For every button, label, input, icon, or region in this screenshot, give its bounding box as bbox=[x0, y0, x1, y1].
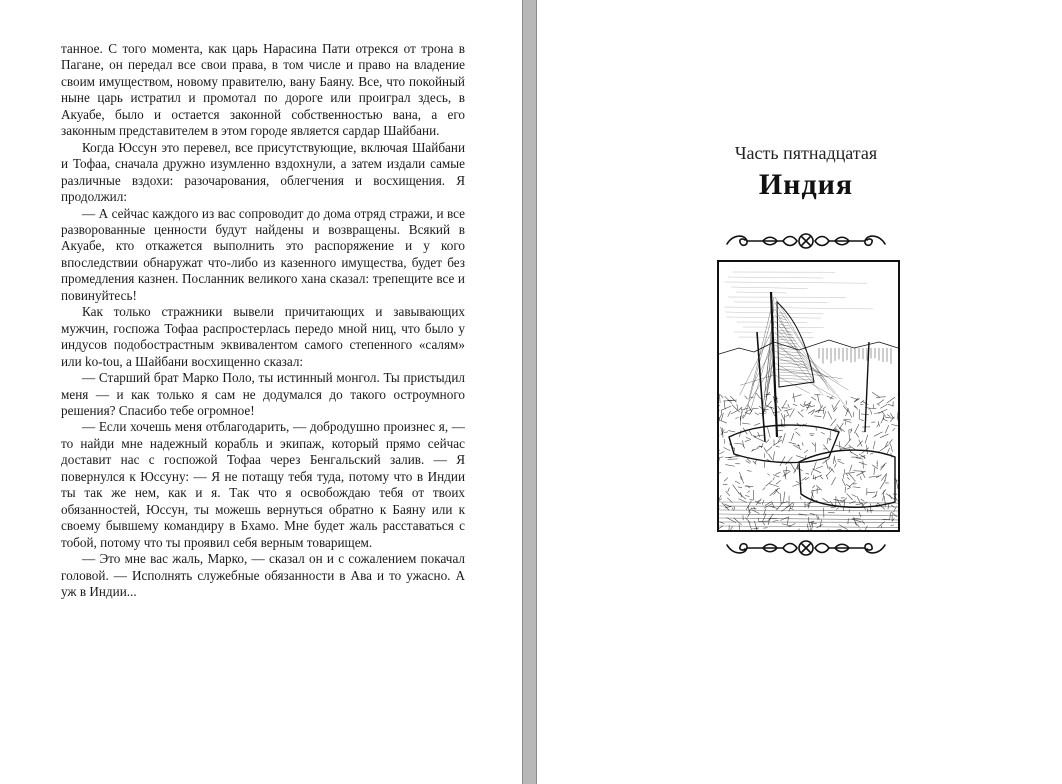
page-gutter bbox=[522, 0, 537, 784]
paragraph: — Старший брат Марко Поло, ты истинный монгол. Ты пристыдил меня — и как только я сам не додумался до такого остроумного решения? Спасибо тебе огромное! bbox=[61, 370, 465, 418]
body-text bbox=[61, 41, 465, 600]
part-label: Часть пятнадцатая bbox=[734, 143, 878, 163]
paragraph: Как только стражники вывели причитающих и завывающих мужчин, госпожа Тофаа распростерлась передо мной ниц, что было у индусов подобострастным эквивалентом самого степенного «салям» или ko-tou, а Шайбани восхищенно сказал: bbox=[61, 304, 465, 369]
flourish-ornament-icon bbox=[723, 537, 889, 559]
paragraph: — Это мне вас жаль, Марко, — сказал он и с сожалением покачал головой. — Исполнять служебные обязанности в Ава и то ужасно. А уж в Индии... bbox=[61, 551, 465, 599]
ships-harbor-engraving-icon bbox=[717, 260, 900, 532]
left-page bbox=[0, 0, 522, 784]
part-title: Индия bbox=[758, 168, 854, 201]
paragraph: танное. С того момента, как царь Нарасина Пати отрекся от трона в Пагане, он передал все свои права, в том числе и право на владение своим имуществом, новому правителю, вану Баяну. Все, что покойный ныне царь истратил и промотал по дороге или проиграл здесь, в Акуабе, было и остается законной собственностью вана, а его законным представителем в этом городе является сардар Шайбани. bbox=[61, 41, 465, 139]
flourish-ornament-icon bbox=[723, 230, 889, 252]
paragraph: — А сейчас каждого из вас сопроводит до дома отряд стражи, и все разворованные ценности будут найдены и возвращены. Всякий в Акуабе, кто откажется выполнить это распоряжение и у кого впоследствии обнаружат что-либо из казенного имущества, будет без промедления казнен. Посланник великого хана сказал: трепещите все и повинуйтесь! bbox=[61, 205, 465, 303]
paragraph: Когда Юссун это перевел, все присутствующие, включая Шайбани и Тофаа, сначала дружно изумленно вздохнули, а затем издали самые различные вздохи: разочарования, облегчения и восхищения. Я продолжил: bbox=[61, 139, 465, 205]
right-page bbox=[537, 0, 1062, 784]
paragraph: — Если хочешь меня отблагодарить, — добродушно произнес я, — то найди мне надежный корабль и экипаж, который прямо сейчас доставит нас с госпожой Тофаа через Бенгальский залив. — Я повернулся к Юссуну: — Я не потащу тебя туда, потому что в Индии ты так же нем, как и я. Так что я освобождаю тебя от твоих обязанностей, Юссун, ты можешь вернуться обратно к Баяну или к своему бывшему командиру в Бхамо. Мне будет жаль расставаться с тобой, потому что ты проявил себя верным товарищем. bbox=[61, 419, 465, 550]
